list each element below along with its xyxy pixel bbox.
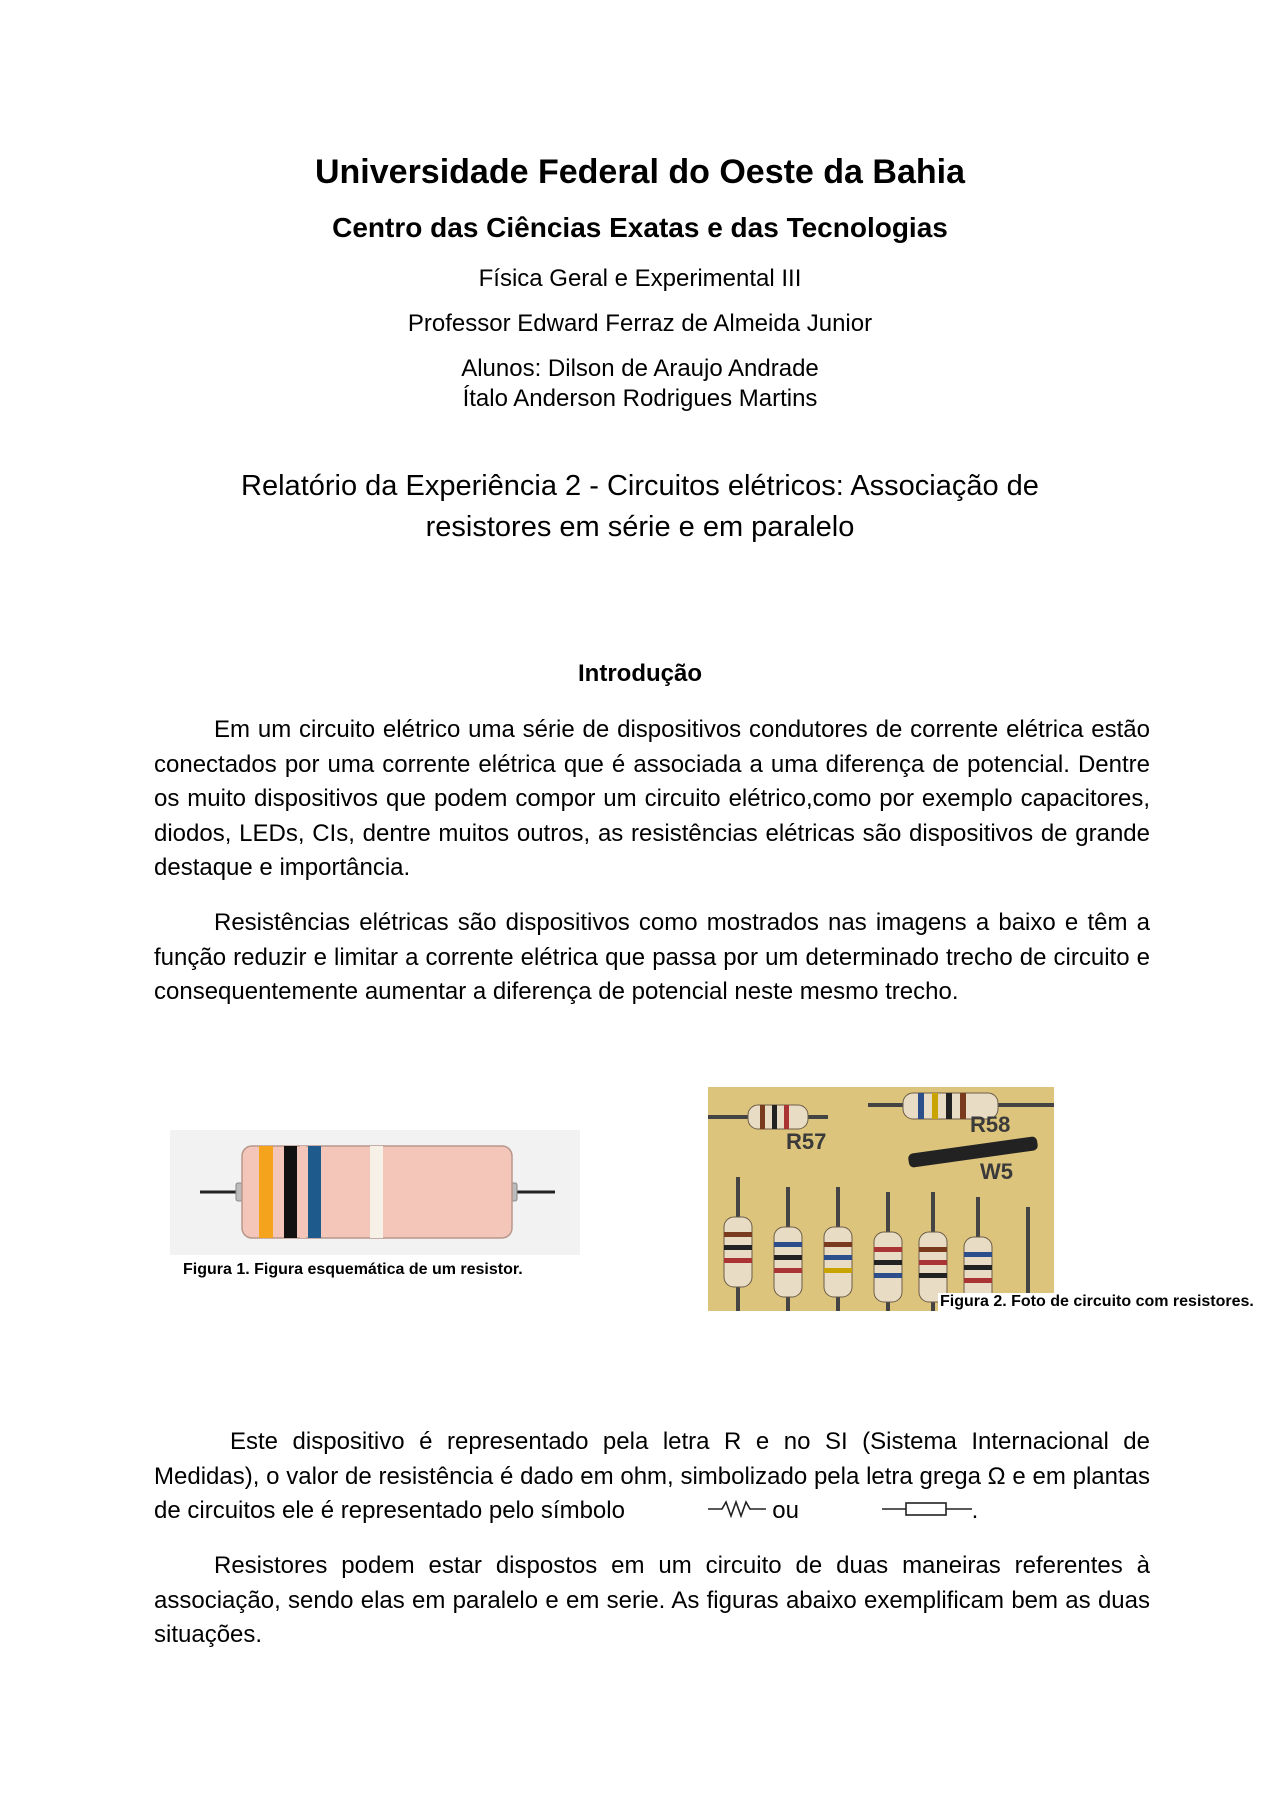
figure-1-caption: Figura 1. Figura esquemática de um resistor. — [183, 1261, 523, 1278]
professor-name: Professor Edward Ferraz de Almeida Junior — [407, 310, 873, 337]
resistor-schematic-image — [170, 1130, 580, 1255]
photo-label-r58: R58 — [970, 1112, 1011, 1137]
photo-label-r57: R57 — [786, 1129, 827, 1154]
resistor-box-symbol-icon — [806, 1494, 972, 1529]
paragraph-3-text: Este dispositivo é representado pela letra R e no SI (Sistema Internacional de Medidas), o valor de resistência é dado em ohm, simbolizado pela letra grega Ω e em plantas de circuitos ele é representado pelo símbolo — [154, 1428, 1150, 1524]
resistor-band-orange — [259, 1146, 273, 1238]
section-title-introducao: Introdução — [578, 660, 702, 687]
report-title-line-1: Relatório da Experiência 2 - Circuitos elétricos: Associação de — [241, 470, 1039, 502]
center-name: Centro das Ciências Exatas e das Tecnologias — [332, 212, 948, 243]
report-title-line-2: resistores em série e em paralelo — [425, 511, 855, 543]
course-name: Física Geral e Experimental III — [478, 265, 802, 292]
paragraph-intro-2: Resistências elétricas são dispositivos como mostrados nas imagens a baixo e têm a função reduzir e limitar a corrente elétrica que passa por um determinado trecho de circuito e consequentemente aumentar a diferença de potencial neste mesmo trecho. — [154, 909, 1150, 1005]
paragraph-3-ou: ou — [772, 1497, 799, 1524]
students-line-1: Alunos: Dilson de Araujo Andrade — [461, 355, 819, 382]
photo-label-w5: W5 — [980, 1159, 1013, 1184]
paragraph-resistance-symbol — [154, 1425, 1150, 1529]
resistor-band-black-1 — [284, 1146, 297, 1238]
resistor-zigzag-symbol-icon — [632, 1494, 766, 1529]
circuit-photo-image — [708, 1087, 1054, 1311]
figure-2-caption: Figura 2. Foto de circuito com resistores. — [940, 1293, 1254, 1310]
paragraph-association: Resistores podem estar dispostos em um circuito de duas maneiras referentes à associação, sendo elas em paralelo e em serie. As figuras abaixo exemplificam bem as duas situações. — [154, 1552, 1150, 1648]
university-name: Universidade Federal do Oeste da Bahia — [314, 153, 965, 191]
figure-2-circuit-photo — [708, 1087, 1054, 1311]
students-line-2: Ítalo Anderson Rodrigues Martins — [462, 385, 818, 412]
figure-1-resistor-schematic — [170, 1130, 580, 1255]
paragraph-3-end: . — [971, 1497, 979, 1524]
resistor-band-cream — [370, 1146, 383, 1238]
paragraph-intro-1: Em um circuito elétrico uma série de dispositivos condutores de corrente elétrica estão conectados por uma corrente elétrica que é associada a uma diferença de potencial. Dentre os muito dispositivos que podem compor um circuito elétrico,como por exemplo capacitores, diodos, LEDs, CIs, dentre muitos outros, as resistências elétricas são dispositivos de grande destaque e importância. — [154, 716, 1150, 881]
resistor-band-blue — [308, 1146, 321, 1238]
